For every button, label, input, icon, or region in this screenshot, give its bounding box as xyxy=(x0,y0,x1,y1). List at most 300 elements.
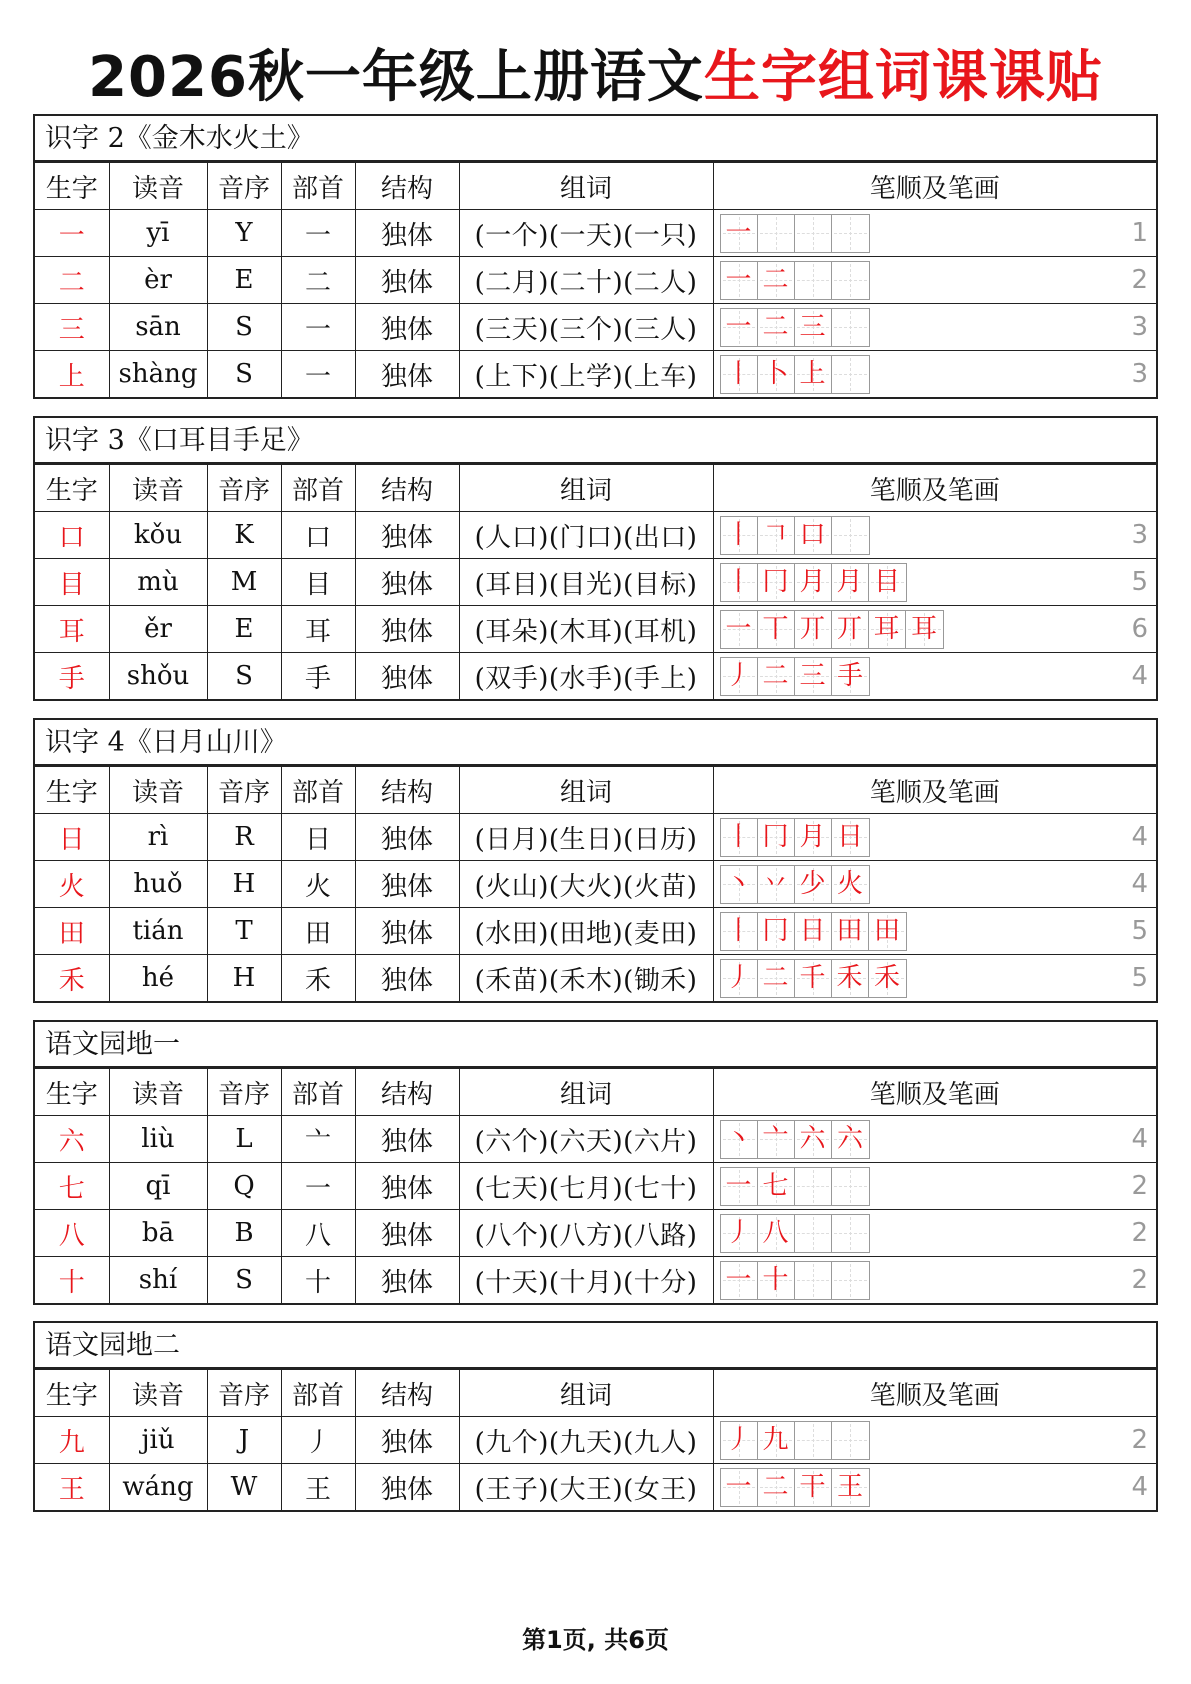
words-cell: (一个)(一天)(一只) xyxy=(459,210,713,257)
initial-cell: M xyxy=(207,559,281,606)
structure-cell: 独体 xyxy=(355,814,459,861)
character-cell: 八 xyxy=(35,1210,109,1257)
stroke-box xyxy=(795,517,832,554)
character-cell: 一 xyxy=(35,210,109,257)
stroke-order-cell xyxy=(713,1210,1156,1257)
stroke-box xyxy=(721,819,758,856)
header-cell: 音序 xyxy=(207,1370,281,1417)
table-row xyxy=(35,653,1156,700)
section-3 xyxy=(33,1020,1158,1305)
initial-cell: H xyxy=(207,861,281,908)
stroke-box xyxy=(758,866,795,903)
stroke-step: 干 xyxy=(799,1471,826,1502)
table-row xyxy=(35,861,1156,908)
structure-cell: 独体 xyxy=(355,606,459,653)
stroke-box xyxy=(721,1262,758,1299)
stroke-grid xyxy=(720,214,870,253)
stroke-grid xyxy=(720,657,870,696)
stroke-grid xyxy=(720,610,944,649)
stroke-box xyxy=(832,658,869,695)
stroke-box xyxy=(832,960,869,997)
stroke-order-cell xyxy=(713,908,1156,955)
table-row xyxy=(35,304,1156,351)
radical-cell: 田 xyxy=(281,908,355,955)
initial-cell: H xyxy=(207,955,281,1002)
section-0 xyxy=(33,114,1158,399)
stroke-box xyxy=(758,356,795,393)
header-cell: 生字 xyxy=(35,1370,109,1417)
table-row xyxy=(35,955,1156,1002)
radical-cell: 一 xyxy=(281,1163,355,1210)
stroke-box xyxy=(832,517,869,554)
words-cell: (十天)(十月)(十分) xyxy=(459,1257,713,1304)
stroke-grid xyxy=(720,563,907,602)
pinyin-cell: huǒ xyxy=(109,861,207,908)
stroke-box xyxy=(721,356,758,393)
stroke-box xyxy=(721,913,758,950)
structure-cell: 独体 xyxy=(355,304,459,351)
stroke-count: 5 xyxy=(1131,916,1148,946)
page-title xyxy=(0,44,1191,112)
structure-cell: 独体 xyxy=(355,1116,459,1163)
stroke-step: 月 xyxy=(836,566,863,597)
stroke-grid xyxy=(720,355,870,394)
header-row xyxy=(35,767,1156,814)
words-cell: (王子)(大王)(女王) xyxy=(459,1464,713,1511)
stroke-order-cell xyxy=(713,1257,1156,1304)
character-cell: 日 xyxy=(35,814,109,861)
stroke-grid xyxy=(720,865,870,904)
header-cell: 读音 xyxy=(109,465,207,512)
initial-cell: E xyxy=(207,257,281,304)
stroke-box xyxy=(795,866,832,903)
stroke-box xyxy=(795,1262,832,1299)
stroke-step: 丷 xyxy=(762,868,789,899)
table-row xyxy=(35,351,1156,398)
stroke-step: 二 xyxy=(762,962,789,993)
table-row xyxy=(35,210,1156,257)
stroke-step: 田 xyxy=(836,915,863,946)
stroke-step: 上 xyxy=(799,358,826,389)
structure-cell: 独体 xyxy=(355,908,459,955)
stroke-box xyxy=(758,1469,795,1506)
stroke-box xyxy=(758,913,795,950)
stroke-grid xyxy=(720,912,907,951)
stroke-count: 4 xyxy=(1131,869,1148,899)
header-cell: 组词 xyxy=(459,465,713,512)
section-title: 识字 2《金木水火土》 xyxy=(35,116,1156,162)
structure-cell: 独体 xyxy=(355,861,459,908)
section-2 xyxy=(33,718,1158,1003)
header-cell: 部首 xyxy=(281,163,355,210)
stroke-step: 一 xyxy=(725,311,752,342)
header-row xyxy=(35,1370,1156,1417)
structure-cell: 独体 xyxy=(355,1163,459,1210)
stroke-box xyxy=(758,1121,795,1158)
stroke-step: 千 xyxy=(799,962,826,993)
header-cell: 读音 xyxy=(109,1069,207,1116)
stroke-box xyxy=(832,1121,869,1158)
section-title: 识字 3《口耳目手足》 xyxy=(35,418,1156,464)
stroke-box xyxy=(832,1262,869,1299)
radical-cell: 火 xyxy=(281,861,355,908)
pinyin-cell: shǒu xyxy=(109,653,207,700)
header-cell: 音序 xyxy=(207,1069,281,1116)
table-row xyxy=(35,1163,1156,1210)
pinyin-cell: rì xyxy=(109,814,207,861)
stroke-box xyxy=(758,1422,795,1459)
table-row xyxy=(35,1257,1156,1304)
stroke-box xyxy=(795,819,832,856)
stroke-box xyxy=(795,309,832,346)
stroke-order-cell xyxy=(713,814,1156,861)
section-4 xyxy=(33,1321,1158,1512)
stroke-grid xyxy=(720,818,870,857)
stroke-box xyxy=(795,658,832,695)
stroke-step: 丌 xyxy=(836,613,863,644)
header-cell: 读音 xyxy=(109,1370,207,1417)
initial-cell: S xyxy=(207,1257,281,1304)
stroke-step: 三 xyxy=(799,660,826,691)
stroke-step: 三 xyxy=(799,311,826,342)
character-cell: 九 xyxy=(35,1417,109,1464)
stroke-order-cell xyxy=(713,955,1156,1002)
words-cell: (水田)(田地)(麦田) xyxy=(459,908,713,955)
stroke-order-cell xyxy=(713,559,1156,606)
stroke-step: 禾 xyxy=(836,962,863,993)
stroke-box xyxy=(795,1422,832,1459)
pinyin-cell: wáng xyxy=(109,1464,207,1511)
stroke-box xyxy=(795,913,832,950)
stroke-box xyxy=(721,1168,758,1205)
radical-cell: 目 xyxy=(281,559,355,606)
stroke-grid xyxy=(720,1261,870,1300)
stroke-step: 耳 xyxy=(910,613,937,644)
stroke-step: 丨 xyxy=(725,358,752,389)
stroke-order-cell xyxy=(713,257,1156,304)
radical-cell: 八 xyxy=(281,1210,355,1257)
stroke-box xyxy=(721,1422,758,1459)
header-cell: 组词 xyxy=(459,767,713,814)
header-cell: 音序 xyxy=(207,465,281,512)
initial-cell: R xyxy=(207,814,281,861)
header-cell: 笔顺及笔画 xyxy=(713,767,1156,814)
radical-cell: 一 xyxy=(281,304,355,351)
stroke-step: 丿 xyxy=(725,962,752,993)
stroke-count: 6 xyxy=(1131,614,1148,644)
section-title: 语文园地二 xyxy=(35,1323,1156,1369)
header-cell: 笔顺及笔画 xyxy=(713,1069,1156,1116)
header-cell: 读音 xyxy=(109,767,207,814)
stroke-box xyxy=(758,517,795,554)
character-cell: 口 xyxy=(35,512,109,559)
character-cell: 耳 xyxy=(35,606,109,653)
stroke-step: 一 xyxy=(725,1170,752,1201)
character-table xyxy=(35,1068,1156,1303)
stroke-order-cell xyxy=(713,351,1156,398)
initial-cell: B xyxy=(207,1210,281,1257)
header-cell: 笔顺及笔画 xyxy=(713,465,1156,512)
stroke-box xyxy=(721,262,758,299)
table-row xyxy=(35,1210,1156,1257)
section-title: 识字 4《日月山川》 xyxy=(35,720,1156,766)
radical-cell: 禾 xyxy=(281,955,355,1002)
stroke-box xyxy=(832,1215,869,1252)
character-cell: 手 xyxy=(35,653,109,700)
stroke-grid xyxy=(720,1120,870,1159)
character-table xyxy=(35,464,1156,699)
words-cell: (耳目)(目光)(目标) xyxy=(459,559,713,606)
stroke-step: 二 xyxy=(762,311,789,342)
stroke-order-cell xyxy=(713,606,1156,653)
stroke-box xyxy=(758,611,795,648)
title-main: 2026秋一年级上册语文 xyxy=(88,45,704,110)
stroke-count: 5 xyxy=(1131,963,1148,993)
radical-cell: 丿 xyxy=(281,1417,355,1464)
stroke-step: 丨 xyxy=(725,566,752,597)
character-cell: 禾 xyxy=(35,955,109,1002)
stroke-count: 4 xyxy=(1131,822,1148,852)
header-cell: 结构 xyxy=(355,465,459,512)
character-cell: 三 xyxy=(35,304,109,351)
stroke-box xyxy=(832,564,869,601)
stroke-step: 丿 xyxy=(725,660,752,691)
stroke-grid xyxy=(720,1468,870,1507)
stroke-box xyxy=(721,215,758,252)
stroke-count: 1 xyxy=(1131,218,1148,248)
words-cell: (上下)(上学)(上车) xyxy=(459,351,713,398)
stroke-step: 手 xyxy=(836,660,863,691)
stroke-order-cell xyxy=(713,304,1156,351)
header-cell: 结构 xyxy=(355,767,459,814)
character-table xyxy=(35,162,1156,397)
stroke-box xyxy=(869,611,906,648)
stroke-count: 3 xyxy=(1131,520,1148,550)
stroke-box xyxy=(795,960,832,997)
radical-cell: 一 xyxy=(281,210,355,257)
stroke-step: 禾 xyxy=(873,962,900,993)
stroke-count: 3 xyxy=(1131,359,1148,389)
header-cell: 组词 xyxy=(459,163,713,210)
stroke-box xyxy=(758,564,795,601)
table-row xyxy=(35,512,1156,559)
pinyin-cell: yī xyxy=(109,210,207,257)
stroke-box xyxy=(832,309,869,346)
stroke-box xyxy=(721,658,758,695)
stroke-box xyxy=(795,262,832,299)
stroke-grid xyxy=(720,959,907,998)
stroke-step: 丨 xyxy=(725,519,752,550)
radical-cell: 亠 xyxy=(281,1116,355,1163)
pinyin-cell: hé xyxy=(109,955,207,1002)
stroke-box xyxy=(832,866,869,903)
radical-cell: 十 xyxy=(281,1257,355,1304)
stroke-step: 丨 xyxy=(725,821,752,852)
words-cell: (三天)(三个)(三人) xyxy=(459,304,713,351)
stroke-step: 一 xyxy=(725,217,752,248)
stroke-step: 二 xyxy=(762,660,789,691)
stroke-step: 冂 xyxy=(762,566,789,597)
character-cell: 目 xyxy=(35,559,109,606)
stroke-step: 一 xyxy=(725,264,752,295)
header-cell: 部首 xyxy=(281,465,355,512)
stroke-box xyxy=(721,1121,758,1158)
stroke-count: 2 xyxy=(1131,1425,1148,1455)
words-cell: (火山)(大火)(火苗) xyxy=(459,861,713,908)
stroke-order-cell xyxy=(713,1163,1156,1210)
stroke-step: 王 xyxy=(836,1471,863,1502)
stroke-grid xyxy=(720,1421,870,1460)
character-cell: 上 xyxy=(35,351,109,398)
stroke-step: 八 xyxy=(762,1217,789,1248)
header-cell: 生字 xyxy=(35,767,109,814)
initial-cell: S xyxy=(207,653,281,700)
stroke-box xyxy=(869,960,906,997)
stroke-box xyxy=(758,215,795,252)
pinyin-cell: shàng xyxy=(109,351,207,398)
pinyin-cell: tián xyxy=(109,908,207,955)
stroke-box xyxy=(869,913,906,950)
words-cell: (六个)(六天)(六片) xyxy=(459,1116,713,1163)
header-cell: 部首 xyxy=(281,1370,355,1417)
stroke-count: 2 xyxy=(1131,1218,1148,1248)
section-title: 语文园地一 xyxy=(35,1022,1156,1068)
pinyin-cell: èr xyxy=(109,257,207,304)
radical-cell: 手 xyxy=(281,653,355,700)
words-cell: (日月)(生日)(日历) xyxy=(459,814,713,861)
stroke-order-cell xyxy=(713,1464,1156,1511)
header-cell: 生字 xyxy=(35,1069,109,1116)
structure-cell: 独体 xyxy=(355,1417,459,1464)
stroke-order-cell xyxy=(713,1116,1156,1163)
initial-cell: K xyxy=(207,512,281,559)
stroke-box xyxy=(795,215,832,252)
table-row xyxy=(35,257,1156,304)
stroke-step: 一 xyxy=(725,1264,752,1295)
pinyin-cell: jiǔ xyxy=(109,1417,207,1464)
initial-cell: L xyxy=(207,1116,281,1163)
header-cell: 笔顺及笔画 xyxy=(713,163,1156,210)
stroke-box xyxy=(795,1469,832,1506)
stroke-step: 六 xyxy=(836,1123,863,1154)
stroke-step: 卜 xyxy=(762,358,789,389)
stroke-box xyxy=(832,611,869,648)
radical-cell: 口 xyxy=(281,512,355,559)
words-cell: (九个)(九天)(九人) xyxy=(459,1417,713,1464)
header-row xyxy=(35,1069,1156,1116)
stroke-count: 2 xyxy=(1131,1265,1148,1295)
words-cell: (耳朵)(木耳)(耳机) xyxy=(459,606,713,653)
table-row xyxy=(35,1464,1156,1511)
stroke-step: 二 xyxy=(762,1471,789,1502)
initial-cell: Q xyxy=(207,1163,281,1210)
table-row xyxy=(35,559,1156,606)
stroke-box xyxy=(832,215,869,252)
stroke-step: 𠃍 xyxy=(762,519,789,550)
stroke-step: 日 xyxy=(836,821,863,852)
header-cell: 结构 xyxy=(355,1370,459,1417)
stroke-step: 丿 xyxy=(725,1424,752,1455)
stroke-step: 七 xyxy=(762,1170,789,1201)
stroke-box xyxy=(758,309,795,346)
stroke-grid xyxy=(720,261,870,300)
structure-cell: 独体 xyxy=(355,257,459,304)
structure-cell: 独体 xyxy=(355,210,459,257)
stroke-step: 火 xyxy=(836,868,863,899)
stroke-box xyxy=(832,1168,869,1205)
section-1 xyxy=(33,416,1158,701)
character-cell: 十 xyxy=(35,1257,109,1304)
stroke-box xyxy=(832,913,869,950)
header-cell: 生字 xyxy=(35,465,109,512)
stroke-order-cell xyxy=(713,512,1156,559)
header-cell: 生字 xyxy=(35,163,109,210)
stroke-step: 六 xyxy=(799,1123,826,1154)
stroke-box xyxy=(795,1215,832,1252)
stroke-box xyxy=(832,1422,869,1459)
structure-cell: 独体 xyxy=(355,955,459,1002)
header-cell: 音序 xyxy=(207,163,281,210)
header-row xyxy=(35,465,1156,512)
structure-cell: 独体 xyxy=(355,512,459,559)
stroke-step: 一 xyxy=(725,613,752,644)
stroke-order-cell xyxy=(713,861,1156,908)
radical-cell: 王 xyxy=(281,1464,355,1511)
stroke-step: 日 xyxy=(799,915,826,946)
pinyin-cell: liù xyxy=(109,1116,207,1163)
header-cell: 读音 xyxy=(109,163,207,210)
header-cell: 组词 xyxy=(459,1069,713,1116)
words-cell: (禾苗)(禾木)(锄禾) xyxy=(459,955,713,1002)
stroke-box xyxy=(721,1469,758,1506)
stroke-box xyxy=(721,309,758,346)
stroke-step: 亠 xyxy=(762,1123,789,1154)
character-cell: 二 xyxy=(35,257,109,304)
header-cell: 笔顺及笔画 xyxy=(713,1370,1156,1417)
stroke-box xyxy=(758,1215,795,1252)
stroke-grid xyxy=(720,308,870,347)
header-row xyxy=(35,163,1156,210)
pinyin-cell: kǒu xyxy=(109,512,207,559)
stroke-step: 耳 xyxy=(873,613,900,644)
stroke-step: 冂 xyxy=(762,915,789,946)
initial-cell: E xyxy=(207,606,281,653)
stroke-grid xyxy=(720,1214,870,1253)
stroke-step: 口 xyxy=(799,519,826,550)
structure-cell: 独体 xyxy=(355,653,459,700)
stroke-box xyxy=(832,356,869,393)
title-accent: 生字组词课课贴 xyxy=(703,45,1103,110)
stroke-step: 二 xyxy=(762,264,789,295)
pinyin-cell: shí xyxy=(109,1257,207,1304)
character-cell: 七 xyxy=(35,1163,109,1210)
stroke-box xyxy=(832,1469,869,1506)
header-cell: 部首 xyxy=(281,1069,355,1116)
header-cell: 结构 xyxy=(355,163,459,210)
stroke-order-cell xyxy=(713,1417,1156,1464)
stroke-box xyxy=(906,611,943,648)
structure-cell: 独体 xyxy=(355,1210,459,1257)
pinyin-cell: ěr xyxy=(109,606,207,653)
table-row xyxy=(35,606,1156,653)
stroke-step: 丨 xyxy=(725,915,752,946)
character-cell: 六 xyxy=(35,1116,109,1163)
initial-cell: T xyxy=(207,908,281,955)
pinyin-cell: qī xyxy=(109,1163,207,1210)
stroke-step: 丶 xyxy=(725,1123,752,1154)
stroke-box xyxy=(721,866,758,903)
header-cell: 组词 xyxy=(459,1370,713,1417)
